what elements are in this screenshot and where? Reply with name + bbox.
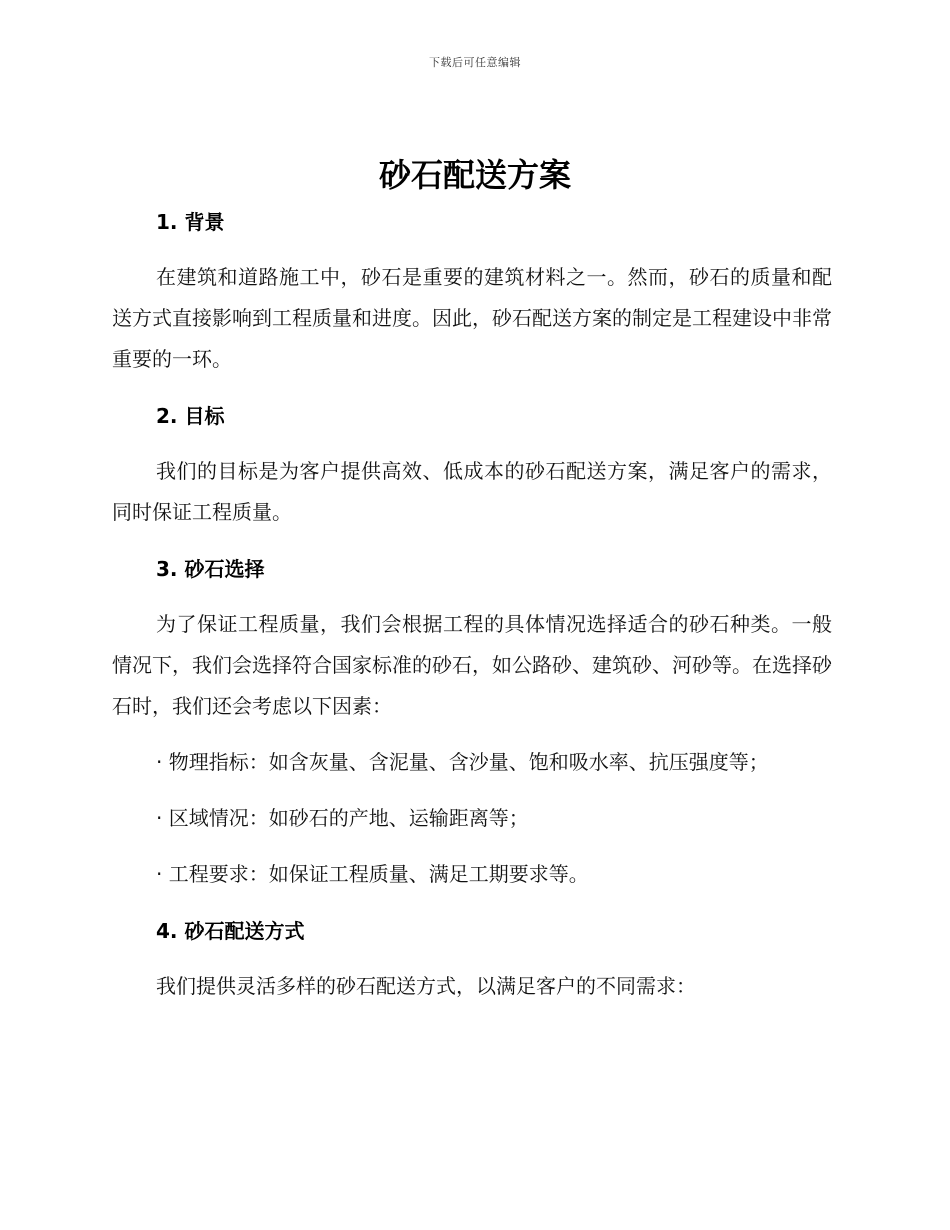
bullet-item: · 物理指标：如含灰量、含泥量、含沙量、饱和吸水率、抗压强度等； (156, 750, 769, 774)
section-sand-selection (112, 549, 832, 895)
section-background (112, 202, 832, 380)
bullet-item: · 工程要求：如保证工程质量、满足工期要求等。 (156, 862, 589, 886)
section-heading: 4. 砂石配送方式 (156, 919, 305, 943)
paragraph: 我们提供灵活多样的砂石配送方式，以满足客户的不同需求： (156, 974, 696, 998)
section-heading: 2. 目标 (156, 404, 225, 428)
section-delivery-method (112, 911, 832, 1007)
paragraph: 为了保证工程质量，我们会根据工程的具体情况选择适合的砂石种类。一般情况下，我们会选择符合国家标准的砂石，如公路砂、建筑砂、河砂等。在选择砂石时，我们还会考虑以下因素： (112, 612, 832, 718)
section-heading: 3. 砂石选择 (156, 557, 265, 581)
paragraph: 在建筑和道路施工中，砂石是重要的建筑材料之一。然而，砂石的质量和配送方式直接影响到工程质量和进度。因此，砂石配送方案的制定是工程建设中非常重要的一环。 (112, 265, 832, 371)
document-body (112, 202, 832, 1007)
document-title: 砂石配送方案 (378, 156, 571, 194)
bullet-item: · 区域情况：如砂石的产地、运输距离等； (156, 806, 529, 830)
header-note: 下载后可任意编辑 (429, 56, 521, 69)
paragraph: 我们的目标是为客户提供高效、低成本的砂石配送方案，满足客户的需求，同时保证工程质量。 (112, 459, 832, 524)
section-heading: 1. 背景 (156, 210, 225, 234)
section-goal (112, 396, 832, 533)
